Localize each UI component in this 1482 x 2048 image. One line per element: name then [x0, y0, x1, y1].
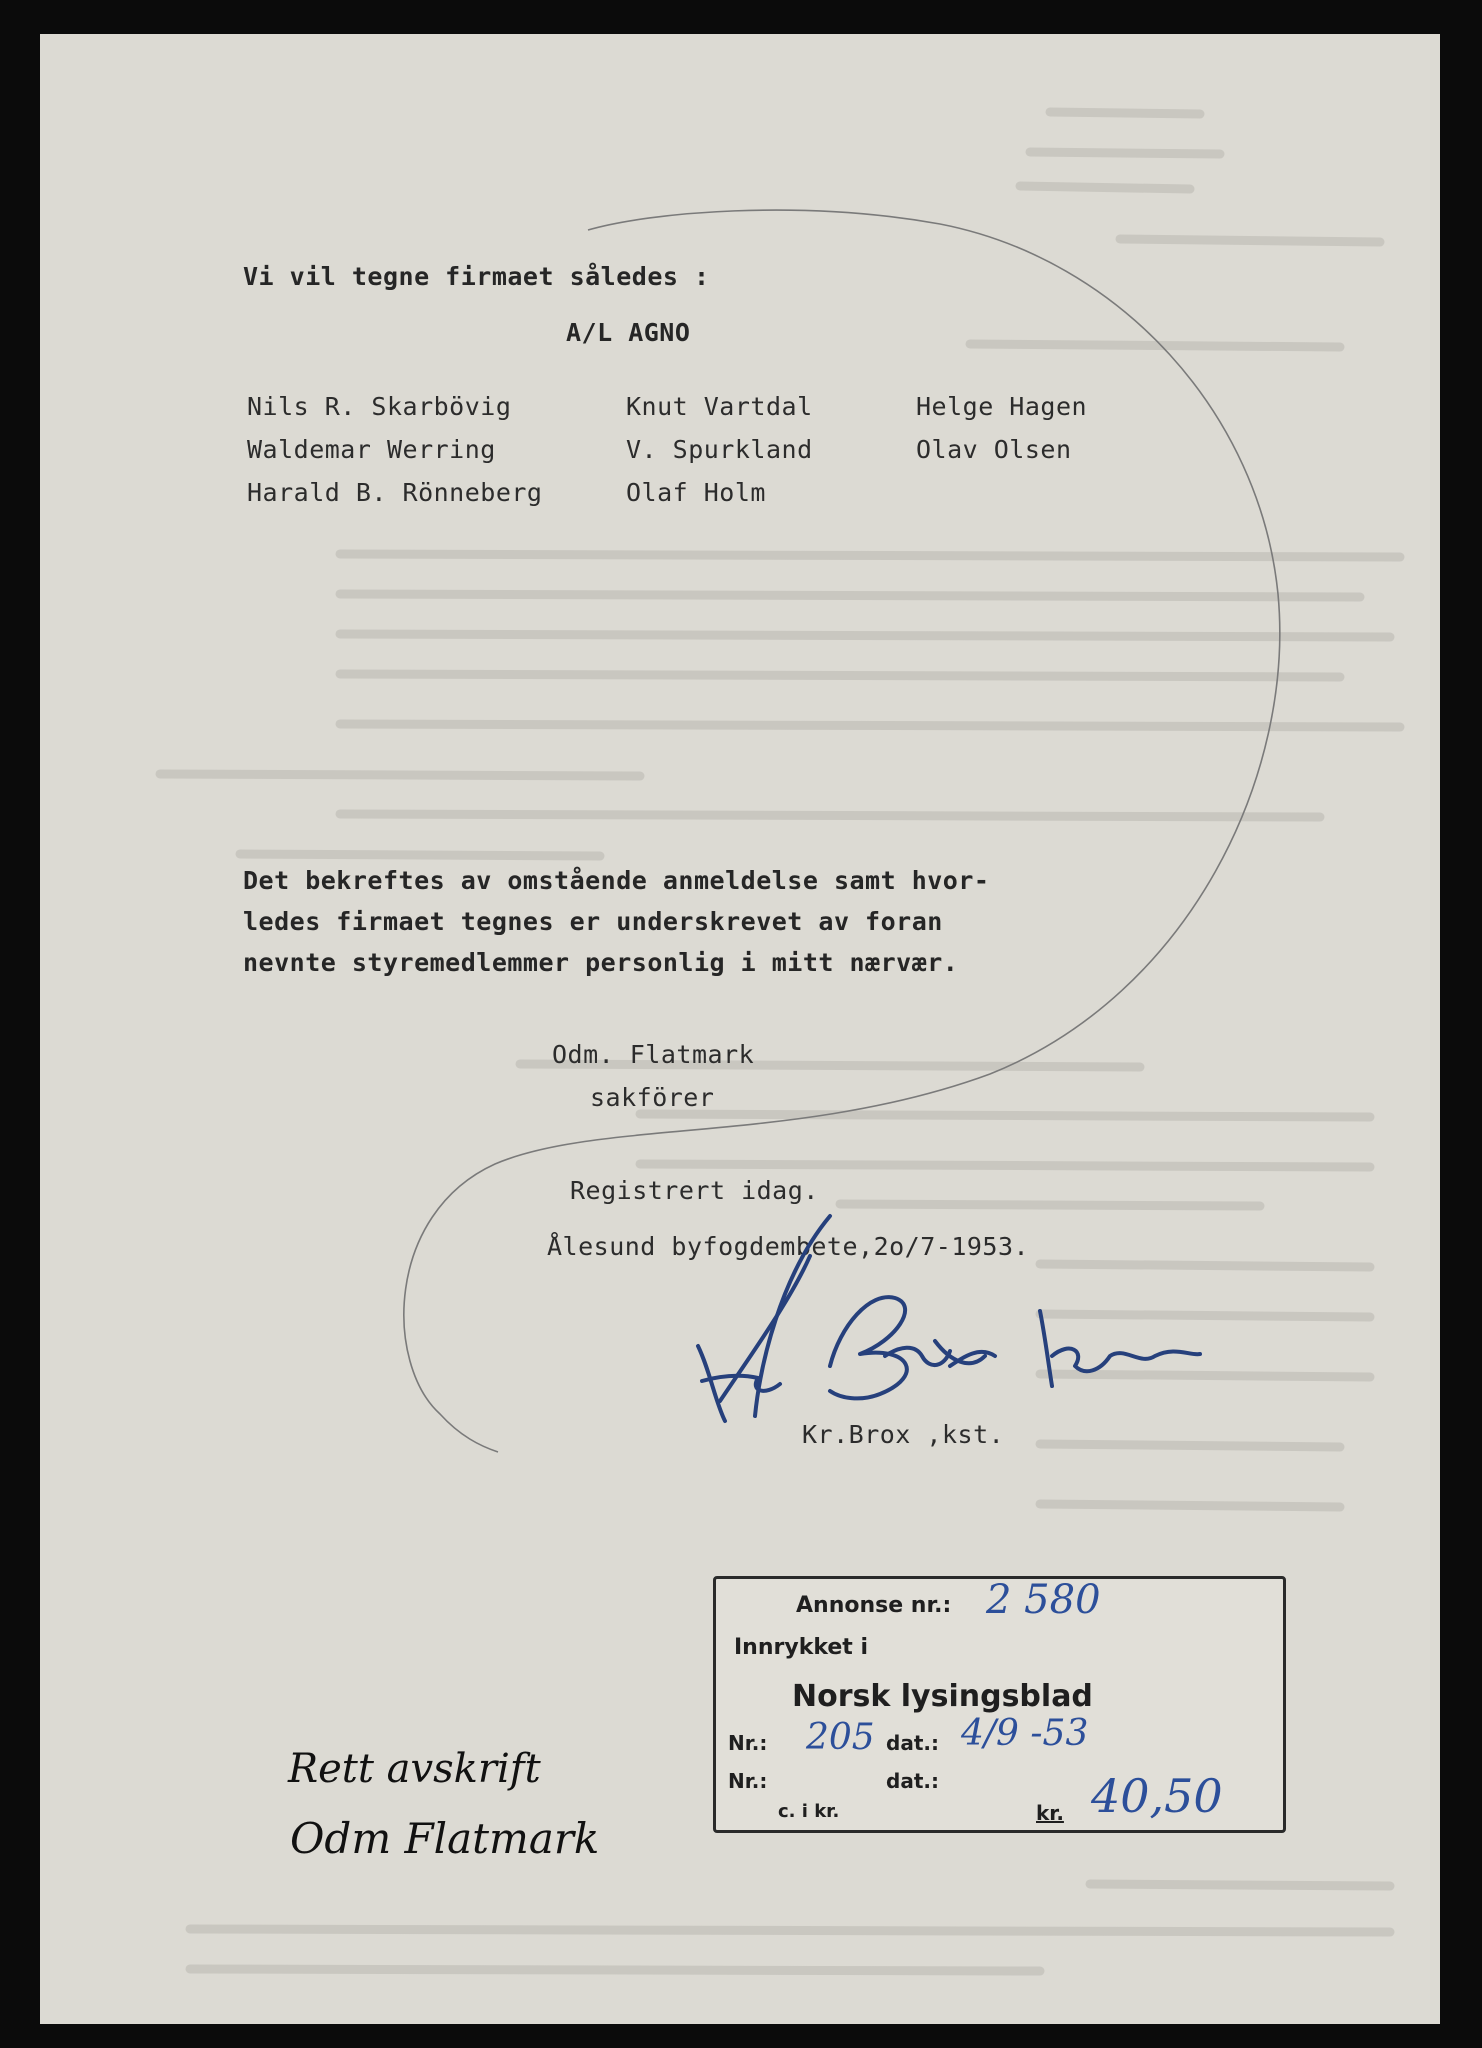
nr-label: Nr.:	[728, 1731, 768, 1755]
lawyer-name: Odm. Flatmark	[552, 1040, 755, 1069]
kr-label: kr.	[1036, 1801, 1064, 1825]
signatory-name: Harald B. Rönneberg	[247, 478, 543, 507]
company-name: A/L AGNO	[566, 318, 691, 347]
publication-name: Norsk lysingsblad	[792, 1679, 1093, 1714]
document-page	[40, 34, 1440, 2024]
signatory-name: Olaf Holm	[626, 478, 766, 507]
registered-text: Registrert idag.	[570, 1176, 819, 1205]
cost-label: c. i kr.	[778, 1801, 840, 1822]
place-date: Ålesund byfogdembete,2o/7-1953.	[547, 1232, 1030, 1261]
nr-value: 205	[806, 1717, 875, 1758]
lawyer-title: sakförer	[590, 1083, 715, 1112]
nr-label: Nr.:	[728, 1769, 768, 1793]
signature-text: Kr.Brox ,kst.	[802, 1420, 1005, 1449]
dat-label: dat.:	[886, 1731, 939, 1755]
confirmation-line: ledes firmaet tegnes er underskrevet av foran	[243, 907, 943, 936]
innrykket-label: Innrykket i	[734, 1635, 869, 1660]
signatory-name: Helge Hagen	[916, 392, 1088, 421]
signatory-name: Knut Vartdal	[626, 392, 813, 421]
confirmation-line: Det bekreftes av omstående anmeldelse samt hvor-	[243, 866, 990, 895]
annonse-label: Annonse nr.:	[796, 1593, 952, 1618]
dat-value: 4/9 -53	[961, 1713, 1089, 1754]
confirmation-line: nevnte styremedlemmer personlig i mitt nærvær.	[243, 948, 959, 977]
handwritten-signature: Odm Flatmark	[290, 1814, 600, 1863]
heading: Vi vil tegne firmaet således :	[243, 262, 710, 291]
annonse-value: 2 580	[986, 1577, 1101, 1623]
dat-label: dat.:	[886, 1769, 939, 1793]
handwritten-note: Rett avskrift	[288, 1746, 541, 1792]
signatory-name: Nils R. Skarbövig	[247, 392, 512, 421]
signatory-name: Olav Olsen	[916, 435, 1072, 464]
publication-stamp	[713, 1576, 1286, 1833]
signatory-name: Waldemar Werring	[247, 435, 496, 464]
signatory-name: V. Spurkland	[626, 435, 813, 464]
kr-value: 40,50	[1091, 1769, 1223, 1823]
